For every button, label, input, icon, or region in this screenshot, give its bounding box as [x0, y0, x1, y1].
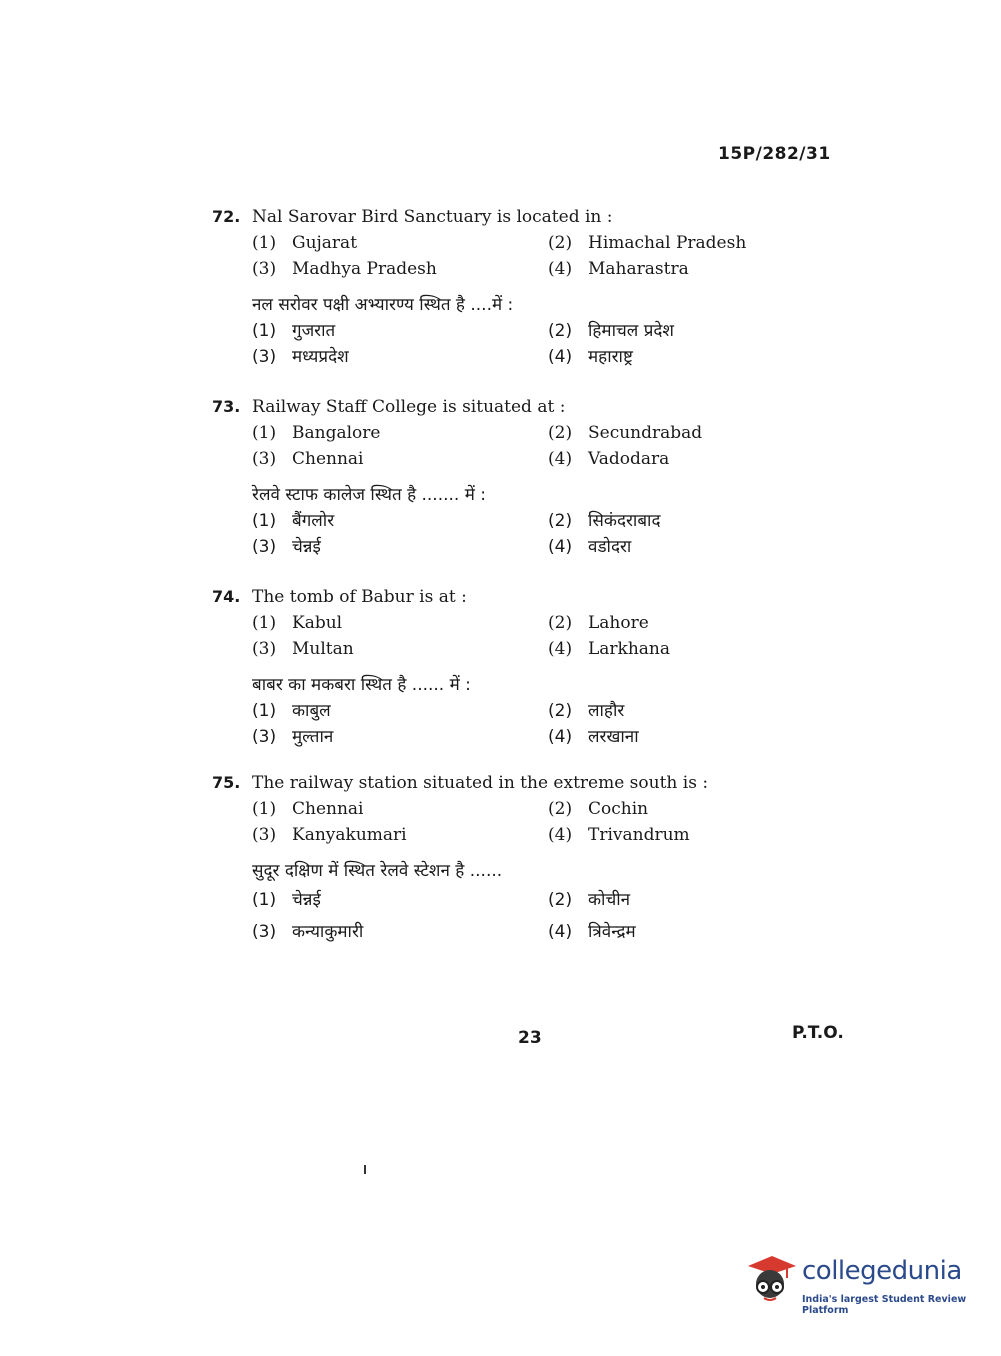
option: (1) काबुल: [252, 701, 331, 721]
option: (3) Multan: [252, 639, 354, 659]
question-number: 73.: [212, 397, 241, 416]
question-number: 75.: [212, 773, 241, 792]
brand-tagline: India's largest Student Review Platform: [802, 1294, 967, 1316]
option: (4) लरखाना: [548, 727, 639, 747]
option: (1) Bangalore: [252, 423, 381, 443]
question-text-hi: नल सरोवर पक्षी अभ्यारण्य स्थित है ....में :: [252, 295, 514, 315]
scan-mark: [364, 1165, 366, 1174]
question-73: [212, 394, 772, 560]
option: (2) Cochin: [548, 799, 649, 819]
question-75: [212, 770, 772, 948]
option: (4) Vadodara: [548, 449, 670, 469]
option: (3) Madhya Pradesh: [252, 259, 437, 279]
page-number: 23: [518, 1028, 542, 1048]
question-text-en: Railway Staff College is situated at :: [252, 397, 566, 417]
option: (1) बैंगलोर: [252, 511, 335, 531]
collegedunia-watermark: [742, 1248, 982, 1318]
option: (3) चेन्नई: [252, 537, 321, 557]
option: (2) हिमाचल प्रदेश: [548, 321, 674, 341]
option: (3) Kanyakumari: [252, 825, 407, 845]
option: (3) Chennai: [252, 449, 364, 469]
question-text-hi: बाबर का मकबरा स्थित है ...... में :: [252, 675, 471, 695]
option: (2) लाहौर: [548, 701, 625, 721]
question-text-hi: रेलवे स्टाफ कालेज स्थित है ....... में :: [252, 485, 487, 505]
mascot-icon: [742, 1252, 798, 1308]
option: (2) सिकंदराबाद: [548, 511, 661, 531]
option: (2) Lahore: [548, 613, 649, 633]
option: (4) त्रिवेन्द्रम: [548, 922, 636, 942]
option: (1) गुजरात: [252, 321, 336, 341]
paper-code: 15P/282/31: [718, 144, 831, 164]
option: (4) वडोदरा: [548, 537, 632, 557]
option: (2) Secundrabad: [548, 423, 703, 443]
option: (3) मुल्तान: [252, 727, 334, 747]
question-text-hi: सुदूर दक्षिण में स्थित रेलवे स्टेशन है ......: [252, 861, 503, 881]
option: (1) Chennai: [252, 799, 364, 819]
question-text-en: The railway station situated in the extreme south is :: [252, 773, 709, 793]
option: (4) महाराष्ट्र: [548, 347, 633, 367]
pto-label: P.T.O.: [792, 1023, 844, 1043]
option: (3) मध्यप्रदेश: [252, 347, 349, 367]
question-number: 74.: [212, 587, 241, 606]
question-text-en: The tomb of Babur is at :: [252, 587, 467, 607]
option: (4) Maharastra: [548, 259, 689, 279]
question-text-en: Nal Sarovar Bird Sanctuary is located in :: [252, 207, 613, 227]
option: (4) Trivandrum: [548, 825, 690, 845]
brand-name: collegedunia: [802, 1256, 962, 1286]
question-72: [212, 204, 772, 370]
option: (1) चेन्नई: [252, 890, 321, 910]
option: (3) कन्याकुमारी: [252, 922, 364, 942]
option: (2) Himachal Pradesh: [548, 233, 747, 253]
option: (1) Kabul: [252, 613, 343, 633]
option: (4) Larkhana: [548, 639, 671, 659]
option: (2) कोचीन: [548, 890, 631, 910]
question-number: 72.: [212, 207, 241, 226]
question-74: [212, 584, 772, 750]
option: (1) Gujarat: [252, 233, 358, 253]
